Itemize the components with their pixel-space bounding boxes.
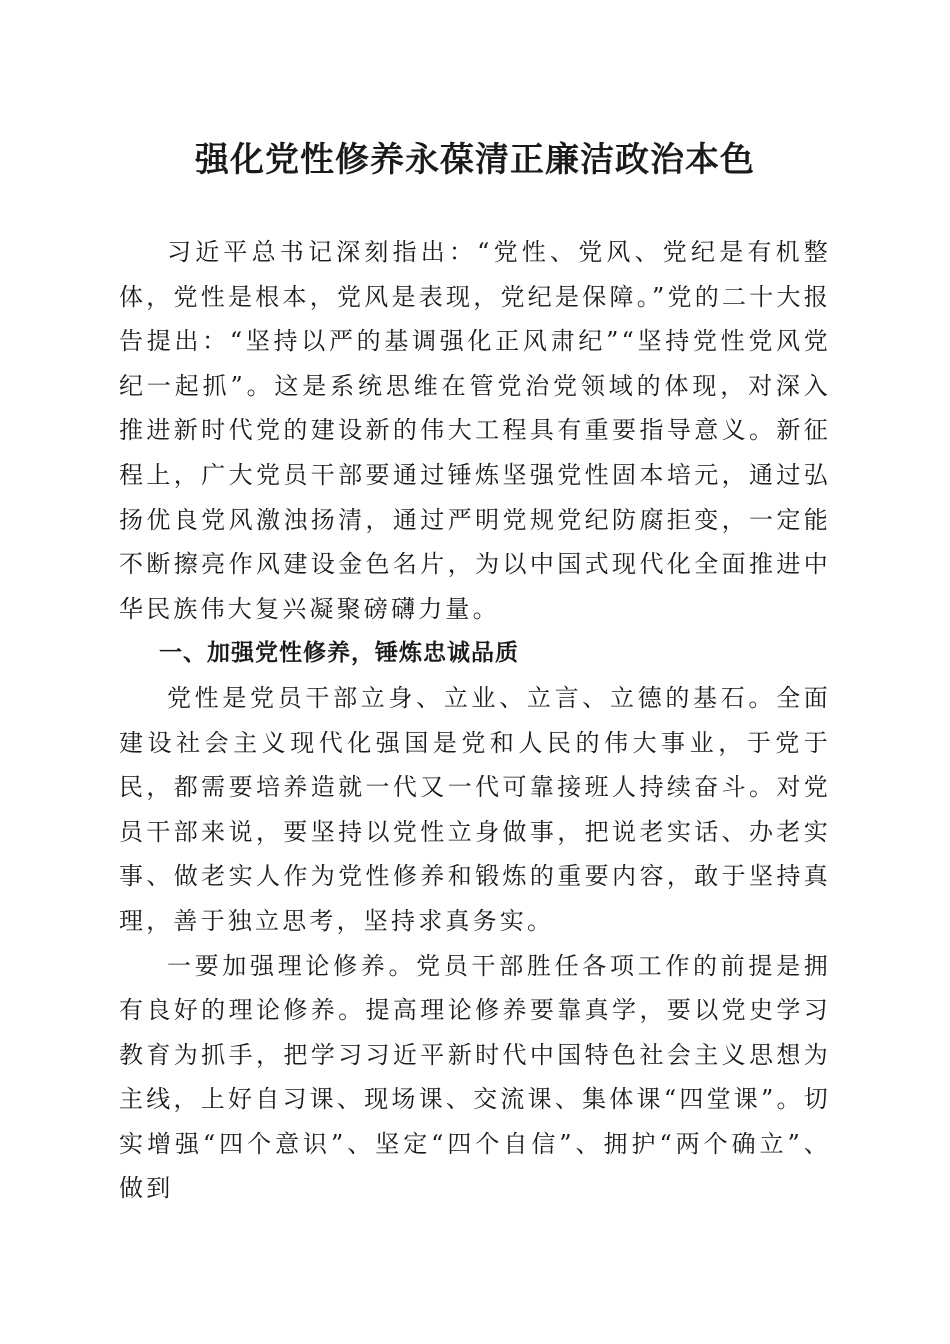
section-heading: 一、加强党性修养，锤炼忠诚品质 [159,640,519,667]
intro-paragraph: 习近平总书记深刻指出：“党性、党风、党纪是有机整体，党性是根本，党风是表现，党纪是保障。”党的二十大报告提出：“坚持以严的基调强化正风肃纪”“坚持党性党风党纪一起抓”。这是系统思维在管党治党领域的体现，对深入推进新时代党的建设新的伟大工程具有重要指导意义。新征程上，广大党员干部要通过锤炼坚强党性固本培元，通过弘扬优良党风激浊扬清，通过严明党规党纪防腐拒变，一定能不断擦亮作风建设金色名片，为以中国式现代化全面推进中华民族伟大复兴凝聚磅礴力量。 [119,238,831,623]
section-paragraph: 党性是党员干部立身、立业、立言、立德的基石。全面建设社会主义现代化强国是党和人民的伟大事业，于党于民，都需要培养造就一代又一代可靠接班人持续奋斗。对党员干部来说，要坚持以党性立身做事，把说老实话、办老实事、做老实人作为党性修养和锻炼的重要内容，敢于坚持真理，善于独立思考，坚持求真务实。 [119,683,831,935]
section-paragraph: 一要加强理论修养。党员干部胜任各项工作的前提是拥有良好的理论修养。提高理论修养要靠真学，要以党史学习教育为抓手，把学习习近平新时代中国特色社会主义思想为主线，上好自习课、现场课、交流课、集体课“四堂课”。切实增强“四个意识”、坚定“四个自信”、拥护“两个确立”、做到 [119,951,831,1203]
document-title: 强化党性修养永葆清正廉洁政治本色 [195,140,755,180]
document-body [119,230,831,1211]
